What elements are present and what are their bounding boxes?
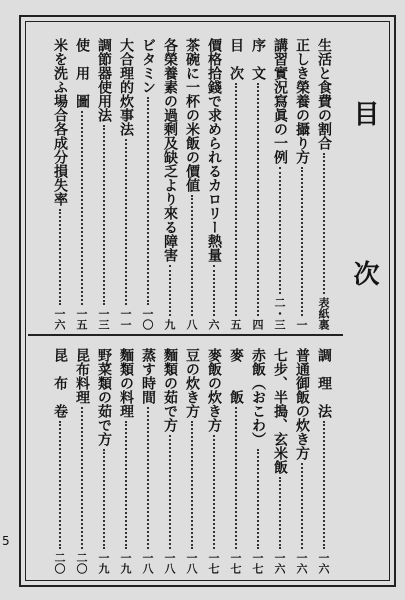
toc-entry (138, 38, 157, 330)
toc-entry-label: 赤飯（おこわ） (250, 348, 266, 446)
toc-entry-page: 表紙裏 (317, 297, 330, 330)
toc-entry (204, 348, 223, 574)
toc-entry (94, 348, 113, 574)
toc-entry-page: 八 (185, 319, 198, 330)
toc-entry (226, 38, 245, 330)
toc-entry-label: 麥飯の炊き方 (206, 348, 222, 432)
toc-entry-page: 一六 (295, 552, 308, 574)
toc-leader-dots (323, 153, 325, 294)
toc-entry-label: 茶碗に一杯の米飯の價値 (184, 38, 200, 192)
toc-entry (116, 38, 135, 330)
toc-entry (314, 38, 333, 330)
toc-leader-dots (235, 407, 237, 549)
toc-entry-page: 五 (229, 319, 242, 330)
toc-entry (116, 348, 135, 574)
toc-entry (314, 348, 333, 574)
toc-entry (182, 348, 201, 574)
toc-entry-page: 一八 (185, 552, 198, 574)
toc-entry (270, 38, 289, 330)
toc-entry (182, 38, 201, 330)
toc-entry (226, 348, 245, 574)
toc-leader-dots (257, 83, 259, 316)
toc-entry (292, 38, 311, 330)
toc-entry-label: 麵類の料理 (118, 348, 134, 418)
toc-entry-label: 普通御飯の炊き方 (294, 348, 310, 460)
page-title: 目 次 (349, 100, 379, 340)
toc-entry-label: 豆の炊き方 (184, 348, 200, 418)
toc-entry-label: 生活と食費の割合 (316, 38, 332, 150)
toc-entry-label: 調節器使用法 (96, 38, 112, 122)
toc-leader-dots (59, 421, 61, 549)
toc-entry-page: 一 (295, 319, 308, 330)
toc-leader-dots (301, 463, 303, 549)
toc-entry-label: 使 用 圖 (74, 38, 90, 108)
toc-leader-dots (103, 125, 105, 305)
toc-entry (72, 38, 91, 330)
toc-leader-dots (213, 435, 215, 549)
toc-entry-label: 麥 飯 (228, 348, 244, 404)
toc-entry (72, 348, 91, 574)
toc-entry-page: 一五 (75, 308, 88, 330)
toc-entry-page: 二・三 (273, 297, 286, 330)
toc-leader-dots (279, 477, 281, 549)
toc-leader-dots (235, 83, 237, 316)
toc-entry-page: 一三 (97, 308, 110, 330)
toc-leader-dots (125, 421, 127, 549)
toc-entry-label: 野菜類の茹で方 (96, 348, 112, 446)
toc-entry-page: 一九 (119, 552, 132, 574)
toc-entry (138, 348, 157, 574)
toc-entry (160, 38, 179, 330)
toc-leader-dots (279, 167, 281, 294)
toc-leader-dots (147, 97, 149, 305)
toc-entry-page: 一七 (207, 552, 220, 574)
toc-entry (248, 348, 267, 574)
toc-entry-page: 二〇 (75, 552, 88, 574)
toc-entry-label: 七步、半搗、玄米飯 (272, 348, 288, 474)
toc-entry-label: 各榮養素の過剩及缺乏より來る障害 (162, 38, 178, 262)
toc-entry-label: 昆 布 卷 (52, 348, 68, 418)
toc-entry-page: 九 (163, 319, 176, 330)
toc-leader-dots (213, 265, 215, 316)
toc-leader-dots (147, 407, 149, 549)
toc-entry (270, 348, 289, 574)
toc-leader-dots (191, 195, 193, 316)
toc-entry-label: 蒸す時間 (140, 348, 156, 404)
toc-entry (292, 348, 311, 574)
toc-entry-page: 一六 (273, 552, 286, 574)
toc-leader-dots (301, 167, 303, 316)
toc-entry-page: 一九 (97, 552, 110, 574)
toc-entry-label: 價格拾錢で求められるカロリー熱量 (206, 38, 222, 262)
toc-leader-dots (191, 421, 193, 549)
toc-entry-page: 一六 (317, 552, 330, 574)
toc-entry-page: 一七 (229, 552, 242, 574)
toc-leader-dots (169, 435, 171, 549)
toc-entry-page: 四 (251, 319, 264, 330)
toc-entry (204, 38, 223, 330)
toc-leader-dots (103, 449, 105, 549)
toc-entry-label: 調 理 法 (316, 348, 332, 418)
toc-entry-label: 序 文 (250, 38, 266, 80)
toc-leader-dots (169, 265, 171, 316)
toc-entry-page: 一六 (53, 308, 66, 330)
toc-entry-label: 米を洗ふ場合各成分損失率 (52, 38, 68, 206)
toc-entry-page: 一八 (141, 552, 154, 574)
toc-entry (94, 38, 113, 330)
toc-entry-page: 一七 (251, 552, 264, 574)
toc-entry-label: ビタミン (140, 38, 156, 94)
toc-entry-label: 講習實況寫眞の一例 (272, 38, 288, 164)
toc-leader-dots (257, 449, 259, 549)
toc-leader-dots (323, 421, 325, 549)
toc-entry-page: 二〇 (53, 552, 66, 574)
page-number: 5 (2, 534, 10, 548)
toc-leader-dots (81, 111, 83, 305)
toc-leader-dots (125, 139, 127, 305)
toc-entry (50, 348, 69, 574)
toc-leader-dots (81, 407, 83, 549)
toc-entry (248, 38, 267, 330)
toc-entry-page: 一八 (163, 552, 176, 574)
toc-entry-page: 一一 (119, 308, 132, 330)
toc-entry (50, 38, 69, 330)
toc-entry (160, 348, 179, 574)
toc-entry-label: 目 次 (228, 38, 244, 80)
section-divider (28, 334, 343, 336)
toc-entry-label: 麵類の茹で方 (162, 348, 178, 432)
toc-leader-dots (59, 209, 61, 305)
toc-entry-label: 正しき榮養の攝り方 (294, 38, 310, 164)
toc-entry-page: 六 (207, 319, 220, 330)
toc-entry-label: 昆布料理 (74, 348, 90, 404)
toc-entry-label: 大合理的炊事法 (118, 38, 134, 136)
toc-entry-page: 一〇 (141, 308, 154, 330)
